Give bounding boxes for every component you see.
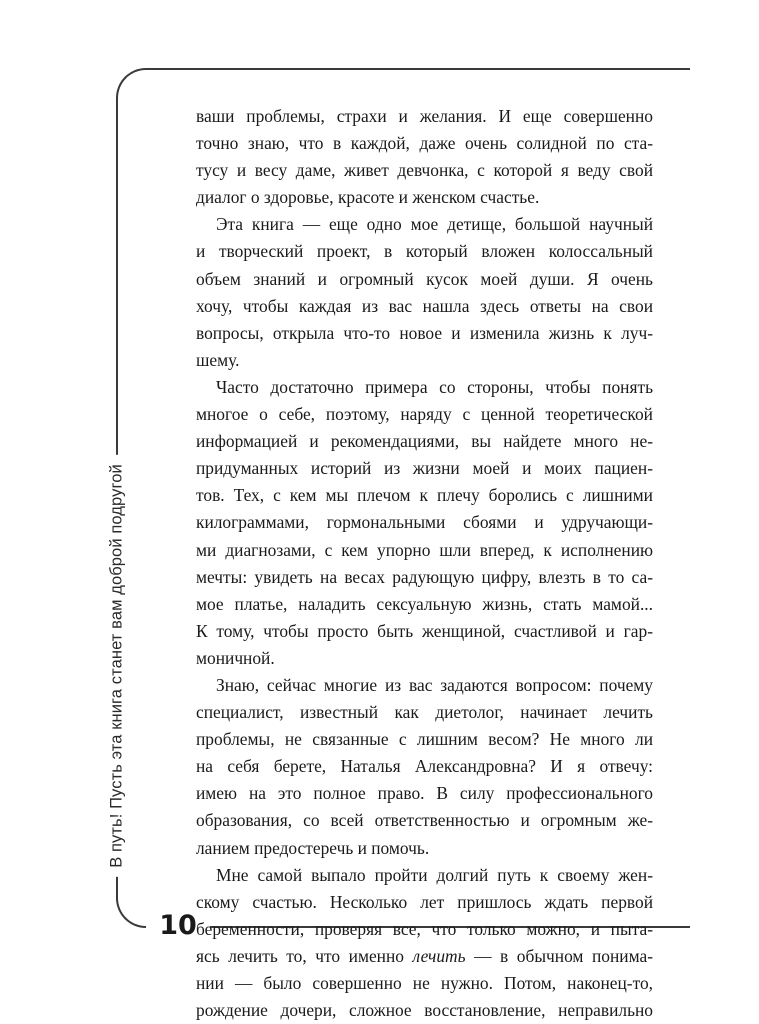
text-line-main: нии — было совершенно не нужно. Потом, наконец-то,	[196, 973, 653, 993]
page-number: 10	[159, 910, 197, 941]
text-line-emphasis: лечить	[412, 945, 466, 966]
text-line	[196, 645, 653, 672]
text-line	[196, 591, 653, 618]
text-line-main: имею на это полное право. В силу профессионального	[196, 783, 653, 804]
text-line	[196, 997, 653, 1024]
text-line	[196, 509, 653, 536]
text-line-main: объем знаний и огромный кусок моей души. Я очень	[196, 268, 653, 289]
text-line	[196, 780, 653, 807]
text-line-main: информацией и рекомендациями, вы найдете много не-	[196, 431, 653, 452]
text-line	[196, 726, 653, 753]
text-line	[196, 807, 653, 834]
body-text	[196, 103, 653, 1024]
frame-top-corner	[116, 68, 146, 98]
text-line	[196, 970, 653, 997]
text-line	[196, 157, 653, 184]
text-line	[196, 862, 653, 889]
text-line	[196, 916, 653, 943]
text-line	[196, 455, 653, 482]
text-line	[196, 103, 653, 130]
text-line-main: Мне самой выпало пройти долгий путь к своему жен-	[216, 864, 653, 885]
text-line-main: Знаю, сейчас многие из вас задаются вопросом: почему	[216, 674, 653, 695]
text-line	[196, 835, 653, 862]
text-line-main: специалист, известный как диетолог, начинает лечить	[196, 702, 653, 723]
text-line	[196, 672, 653, 699]
text-line-main: и творческий проект, в который вложен колоссальный	[196, 241, 653, 262]
text-line-main: на себя берете, Наталья Александровна? И я отвечу:	[196, 756, 653, 777]
text-line-main: шему.	[196, 349, 240, 370]
text-line	[196, 211, 653, 238]
text-line-main: мечты: увидеть на весах радующую цифру, влезть в то са-	[196, 566, 653, 587]
text-line	[196, 266, 653, 293]
text-line-main: хочу, чтобы каждая из вас нашла здесь ответы на свои	[196, 295, 653, 316]
text-line	[196, 184, 653, 211]
text-line	[196, 401, 653, 428]
text-line	[196, 618, 653, 645]
text-line-main: Часто достаточно примера со стороны, чтобы понять	[216, 376, 653, 397]
text-line-main: Эта книга — еще одно мое детище, большой научный	[216, 214, 653, 235]
text-line	[196, 130, 653, 157]
text-line	[196, 238, 653, 265]
text-line-main: тусу и весу даме, живет девчонка, с которой я веду свой	[196, 160, 653, 181]
text-line-main: ясь лечить то, что именно	[196, 945, 404, 966]
text-line-main: К тому, чтобы просто быть женщиной, счастливой и гар-	[196, 620, 653, 641]
text-line-main: ми диагнозами, с кем упорно шли вперед, к исполнению	[196, 539, 653, 560]
text-line-main: диалог о здоровье, красоте и женском счастье.	[196, 187, 540, 208]
text-line	[196, 943, 653, 970]
text-line-main: ваши проблемы, страхи и желания. И еще совершенно	[196, 106, 653, 126]
text-line-main: вопросы, открыла что-то новое и изменила жизнь к луч-	[196, 322, 653, 343]
frame-left-rule-upper	[116, 97, 118, 457]
text-line	[196, 347, 653, 374]
text-line-main: образования, со всей ответственностью и огромным же-	[196, 810, 653, 831]
running-head-text: В путь! Пусть эта книга станет вам доброй подругой	[108, 455, 127, 877]
text-line-main: моничной.	[196, 647, 275, 668]
text-line	[196, 482, 653, 509]
text-line	[196, 320, 653, 347]
text-line	[196, 293, 653, 320]
text-line-main: ланием предостеречь и помочь.	[196, 837, 430, 858]
text-line-main: рождение дочери, сложное восстановление, неправильно	[196, 1000, 653, 1021]
text-line	[196, 564, 653, 591]
text-line	[196, 428, 653, 455]
text-line-main: проблемы, не связанные с лишним весом? Не много ли	[196, 729, 653, 750]
text-line-main: скому счастью. Несколько лет пришлось ждать первой	[196, 891, 653, 912]
text-line-main: придуманных историй из жизни моей и моих пациен-	[196, 458, 653, 479]
text-line-main: беременности, проверяя все, что только можно, и пыта-	[196, 918, 653, 939]
frame-bottom-corner	[116, 898, 146, 928]
text-line	[196, 753, 653, 780]
text-line-after: — в обычном понима-	[465, 945, 654, 966]
text-line	[196, 889, 653, 916]
text-line	[196, 699, 653, 726]
text-line-main: тов. Тех, с кем мы плечом к плечу боролись с лишними	[196, 485, 653, 506]
text-line-main: мое платье, наладить сексуальную жизнь, стать мамой...	[196, 593, 653, 614]
frame-top-rule	[145, 68, 690, 70]
text-line	[196, 374, 653, 401]
text-line-main: многое о себе, поэтому, наряду с ценной теоретической	[196, 404, 653, 425]
text-line-main: точно знаю, что в каждой, даже очень солидной по ста-	[196, 133, 653, 154]
text-line	[196, 537, 653, 564]
text-line-main: килограммами, гормональными сбоями и удручающи-	[196, 512, 653, 533]
